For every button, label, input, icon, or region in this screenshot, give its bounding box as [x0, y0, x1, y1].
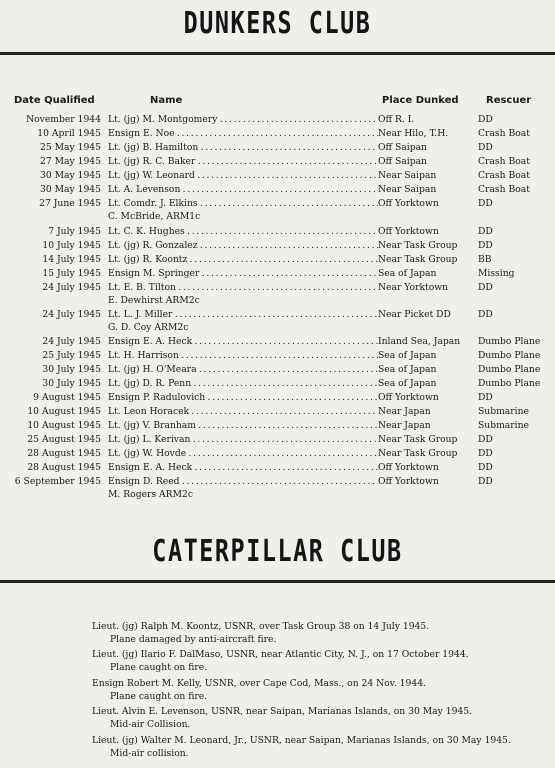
table-row: [0, 155, 555, 169]
date-cell: 25 August 1945: [27, 434, 101, 445]
date-cell: 15 July 1945: [42, 268, 101, 279]
name-cell: Ensign P. Radulovich . . .: [108, 391, 378, 405]
rescuer-cell: Missing: [478, 268, 515, 279]
name-cell: Lt. Leon Horacek . . .: [108, 405, 378, 419]
rescuer-cell: Dumbo Plane: [478, 350, 541, 361]
place-cell: Near Saipan: [378, 184, 437, 195]
dunkers-club-title: DUNKERS CLUB: [183, 6, 372, 41]
rescuer-cell: Crash Boat: [478, 128, 530, 139]
place-cell: Inland Sea, Japan: [378, 336, 461, 347]
table-row: [0, 433, 555, 447]
table-row: [0, 294, 555, 308]
rescuer-cell: DD: [478, 240, 493, 251]
place-cell: Near Saipan: [378, 170, 437, 181]
table-row: [0, 391, 555, 405]
table-row: [0, 239, 555, 253]
date-cell: 27 June 1945: [39, 198, 101, 209]
name-cell: Ensign D. Reed . . .: [108, 475, 378, 489]
rescuer-cell: Submarine: [478, 420, 529, 431]
table-row: [0, 461, 555, 475]
table-row: [0, 321, 555, 335]
rescuer-cell: DD: [478, 462, 493, 473]
place-cell: Near Task Group: [378, 240, 458, 251]
date-cell: 30 May 1945: [40, 184, 101, 195]
place-cell: Near Task Group: [378, 254, 458, 265]
table-row: [0, 419, 555, 433]
date-cell: 27 May 1945: [40, 156, 101, 167]
rescuer-cell: DD: [478, 226, 493, 237]
table-row: [0, 141, 555, 155]
place-cell: Off Saipan: [378, 156, 427, 167]
place-cell: Off Yorktown: [378, 392, 439, 403]
date-cell: 9 August 1945: [33, 392, 101, 403]
date-cell: 24 July 1945: [42, 309, 101, 320]
name-cell: Lt. (jg) H. O'Meara . . .: [108, 363, 378, 377]
entry-note: Plane caught on fire.: [110, 691, 208, 702]
date-cell: 10 August 1945: [27, 406, 101, 417]
table-row: [0, 267, 555, 281]
table-row: [0, 253, 555, 267]
place-cell: Off Saipan: [378, 142, 427, 153]
header-rescuer: Rescuer: [486, 95, 532, 106]
table-row: [0, 308, 555, 322]
date-cell: 28 August 1945: [27, 462, 101, 473]
table-row: [0, 475, 555, 489]
place-cell: Sea of Japan: [378, 378, 437, 389]
rescuer-cell: DD: [478, 282, 493, 293]
date-cell: 25 May 1945: [40, 142, 101, 153]
name-cell: Lt. (jg) R. Koontz . . .: [108, 253, 378, 267]
list-item: [92, 705, 532, 731]
date-cell: 7 July 1945: [48, 226, 101, 237]
table-row: [0, 225, 555, 239]
place-cell: Near Japan: [378, 420, 431, 431]
table-row: [0, 335, 555, 349]
header-date-qualified: Date Qualified: [14, 95, 95, 106]
dunkers-title-rule: [0, 52, 555, 55]
table-row: [0, 127, 555, 141]
rescuer-cell: DD: [478, 114, 493, 125]
caterpillar-title-rule: [0, 580, 555, 583]
table-row: [0, 349, 555, 363]
entry-text: Lieut. (jg) Walter M. Leonard, Jr., USNR, near Saipan, Marianas Islands, on 30 May 1945.: [92, 735, 511, 746]
name-cell: Lt. (jg) D. R. Penn . . .: [108, 377, 378, 391]
entry-note: Mid-air Collision.: [110, 719, 191, 730]
rescuer-cell: DD: [478, 198, 493, 209]
header-place-dunked: Place Dunked: [382, 95, 459, 106]
date-cell: November 1944: [26, 114, 101, 125]
name-cell: Ensign E. Noe . . .: [108, 127, 378, 141]
rescuer-cell: DD: [478, 448, 493, 459]
place-cell: Near Task Group: [378, 434, 458, 445]
entry-note: Plane damaged by anti-aircraft fire.: [110, 634, 277, 645]
table-row: [0, 113, 555, 127]
rescuer-cell: DD: [478, 142, 493, 153]
entry-note: Plane caught on fire.: [110, 662, 208, 673]
rescuer-cell: BB: [478, 254, 492, 265]
date-cell: 14 July 1945: [42, 254, 101, 265]
rescuer-cell: DD: [478, 434, 493, 445]
name-cell: G. D. Coy ARM2c: [108, 322, 189, 333]
table-row: [0, 447, 555, 461]
name-cell: Lt. L. J. Miller . . .: [108, 308, 378, 322]
caterpillar-club-title: CATERPILLAR CLUB: [152, 534, 403, 569]
place-cell: Off Yorktown: [378, 198, 439, 209]
rescuer-cell: Dumbo Plane: [478, 364, 541, 375]
table-row: [0, 183, 555, 197]
name-cell: Lt. E. B. Tilton . . .: [108, 281, 378, 295]
entry-text: Lieut. Alvin E. Levenson, USNR, near Saipan, Marianas Islands, on 30 May 1945.: [92, 706, 473, 717]
table-row: [0, 281, 555, 295]
date-cell: 10 April 1945: [37, 128, 101, 139]
name-cell: Lt. (jg) L. Kerivan . . .: [108, 433, 378, 447]
name-cell: E. Dewhirst ARM2c: [108, 295, 200, 306]
entry-text: Ensign Robert M. Kelly, USNR, over Cape Cod, Mass., on 24 Nov. 1944.: [92, 678, 426, 689]
list-item: [92, 677, 532, 703]
name-cell: Lt. C. K. Hughes . . .: [108, 225, 378, 239]
rescuer-cell: Dumbo Plane: [478, 336, 541, 347]
place-cell: Near Task Group: [378, 448, 458, 459]
place-cell: Sea of Japan: [378, 364, 437, 375]
rescuer-cell: Dumbo Plane: [478, 378, 541, 389]
name-cell: Lt. (jg) V. Branham . . .: [108, 419, 378, 433]
rescuer-cell: DD: [478, 309, 493, 320]
date-cell: 30 July 1945: [42, 364, 101, 375]
place-cell: Near Yorktown: [378, 282, 449, 293]
name-cell: M. Rogers ARM2c: [108, 489, 193, 500]
table-row: [0, 377, 555, 391]
rescuer-cell: DD: [478, 392, 493, 403]
name-cell: C. McBride, ARM1c: [108, 211, 201, 222]
name-cell: Lt. H. Harrison . . .: [108, 349, 378, 363]
place-cell: Sea of Japan: [378, 268, 437, 279]
name-cell: Lt. (jg) W. Leonard . . .: [108, 169, 378, 183]
date-cell: 6 September 1945: [14, 476, 101, 487]
place-cell: Near Japan: [378, 406, 431, 417]
place-cell: Off Yorktown: [378, 462, 439, 473]
place-cell: Near Picket DD: [378, 309, 451, 320]
name-cell: Lt. A. Levenson . . .: [108, 183, 378, 197]
date-cell: 10 August 1945: [27, 420, 101, 431]
entry-text: Lieut. (jg) Ilario F. DalMaso, USNR, near Atlantic City, N. J., on 17 October 1944.: [92, 649, 469, 660]
name-cell: Ensign E. A. Heck . . .: [108, 335, 378, 349]
table-row: [0, 197, 555, 211]
rescuer-cell: Submarine: [478, 406, 529, 417]
name-cell: Lt. (jg) R. Gonzalez . . .: [108, 239, 378, 253]
header-name: Name: [150, 95, 183, 106]
place-cell: Near Hilo, T.H.: [378, 128, 449, 139]
date-cell: 10 July 1945: [42, 240, 101, 251]
entry-text: Lieut. (jg) Ralph M. Koontz, USNR, over Task Group 38 on 14 July 1945.: [92, 621, 430, 632]
place-cell: Off R. I.: [378, 114, 415, 125]
name-cell: Ensign E. A. Heck . . .: [108, 461, 378, 475]
date-cell: 24 July 1945: [42, 336, 101, 347]
rescuer-cell: Crash Boat: [478, 156, 530, 167]
table-row: [0, 405, 555, 419]
date-cell: 28 August 1945: [27, 448, 101, 459]
rescuer-cell: Crash Boat: [478, 170, 530, 181]
name-cell: Lt. (jg) R. C. Baker . . .: [108, 155, 378, 169]
date-cell: 30 July 1945: [42, 378, 101, 389]
place-cell: Off Yorktown: [378, 476, 439, 487]
table-row: [0, 488, 555, 502]
list-item: [92, 620, 532, 646]
name-cell: Lt. Comdr. J. Elkins . . .: [108, 197, 378, 211]
entry-note: Mid-air collision.: [110, 748, 189, 759]
name-cell: Lt. (jg) B. Hamilton . . .: [108, 141, 378, 155]
list-item: [92, 734, 532, 760]
rescuer-cell: DD: [478, 476, 493, 487]
list-item: [92, 648, 532, 674]
name-cell: Lt. (jg) M. Montgomery . . .: [108, 113, 378, 127]
table-row: [0, 169, 555, 183]
place-cell: Off Yorktown: [378, 226, 439, 237]
rescuer-cell: Crash Boat: [478, 184, 530, 195]
name-cell: Ensign M. Springer . . .: [108, 267, 378, 281]
place-cell: Sea of Japan: [378, 350, 437, 361]
date-cell: 24 July 1945: [42, 282, 101, 293]
table-row: [0, 210, 555, 224]
name-cell: Lt. (jg) W. Hovde . . .: [108, 447, 378, 461]
date-cell: 25 July 1945: [42, 350, 101, 361]
date-cell: 30 May 1945: [40, 170, 101, 181]
table-row: [0, 363, 555, 377]
